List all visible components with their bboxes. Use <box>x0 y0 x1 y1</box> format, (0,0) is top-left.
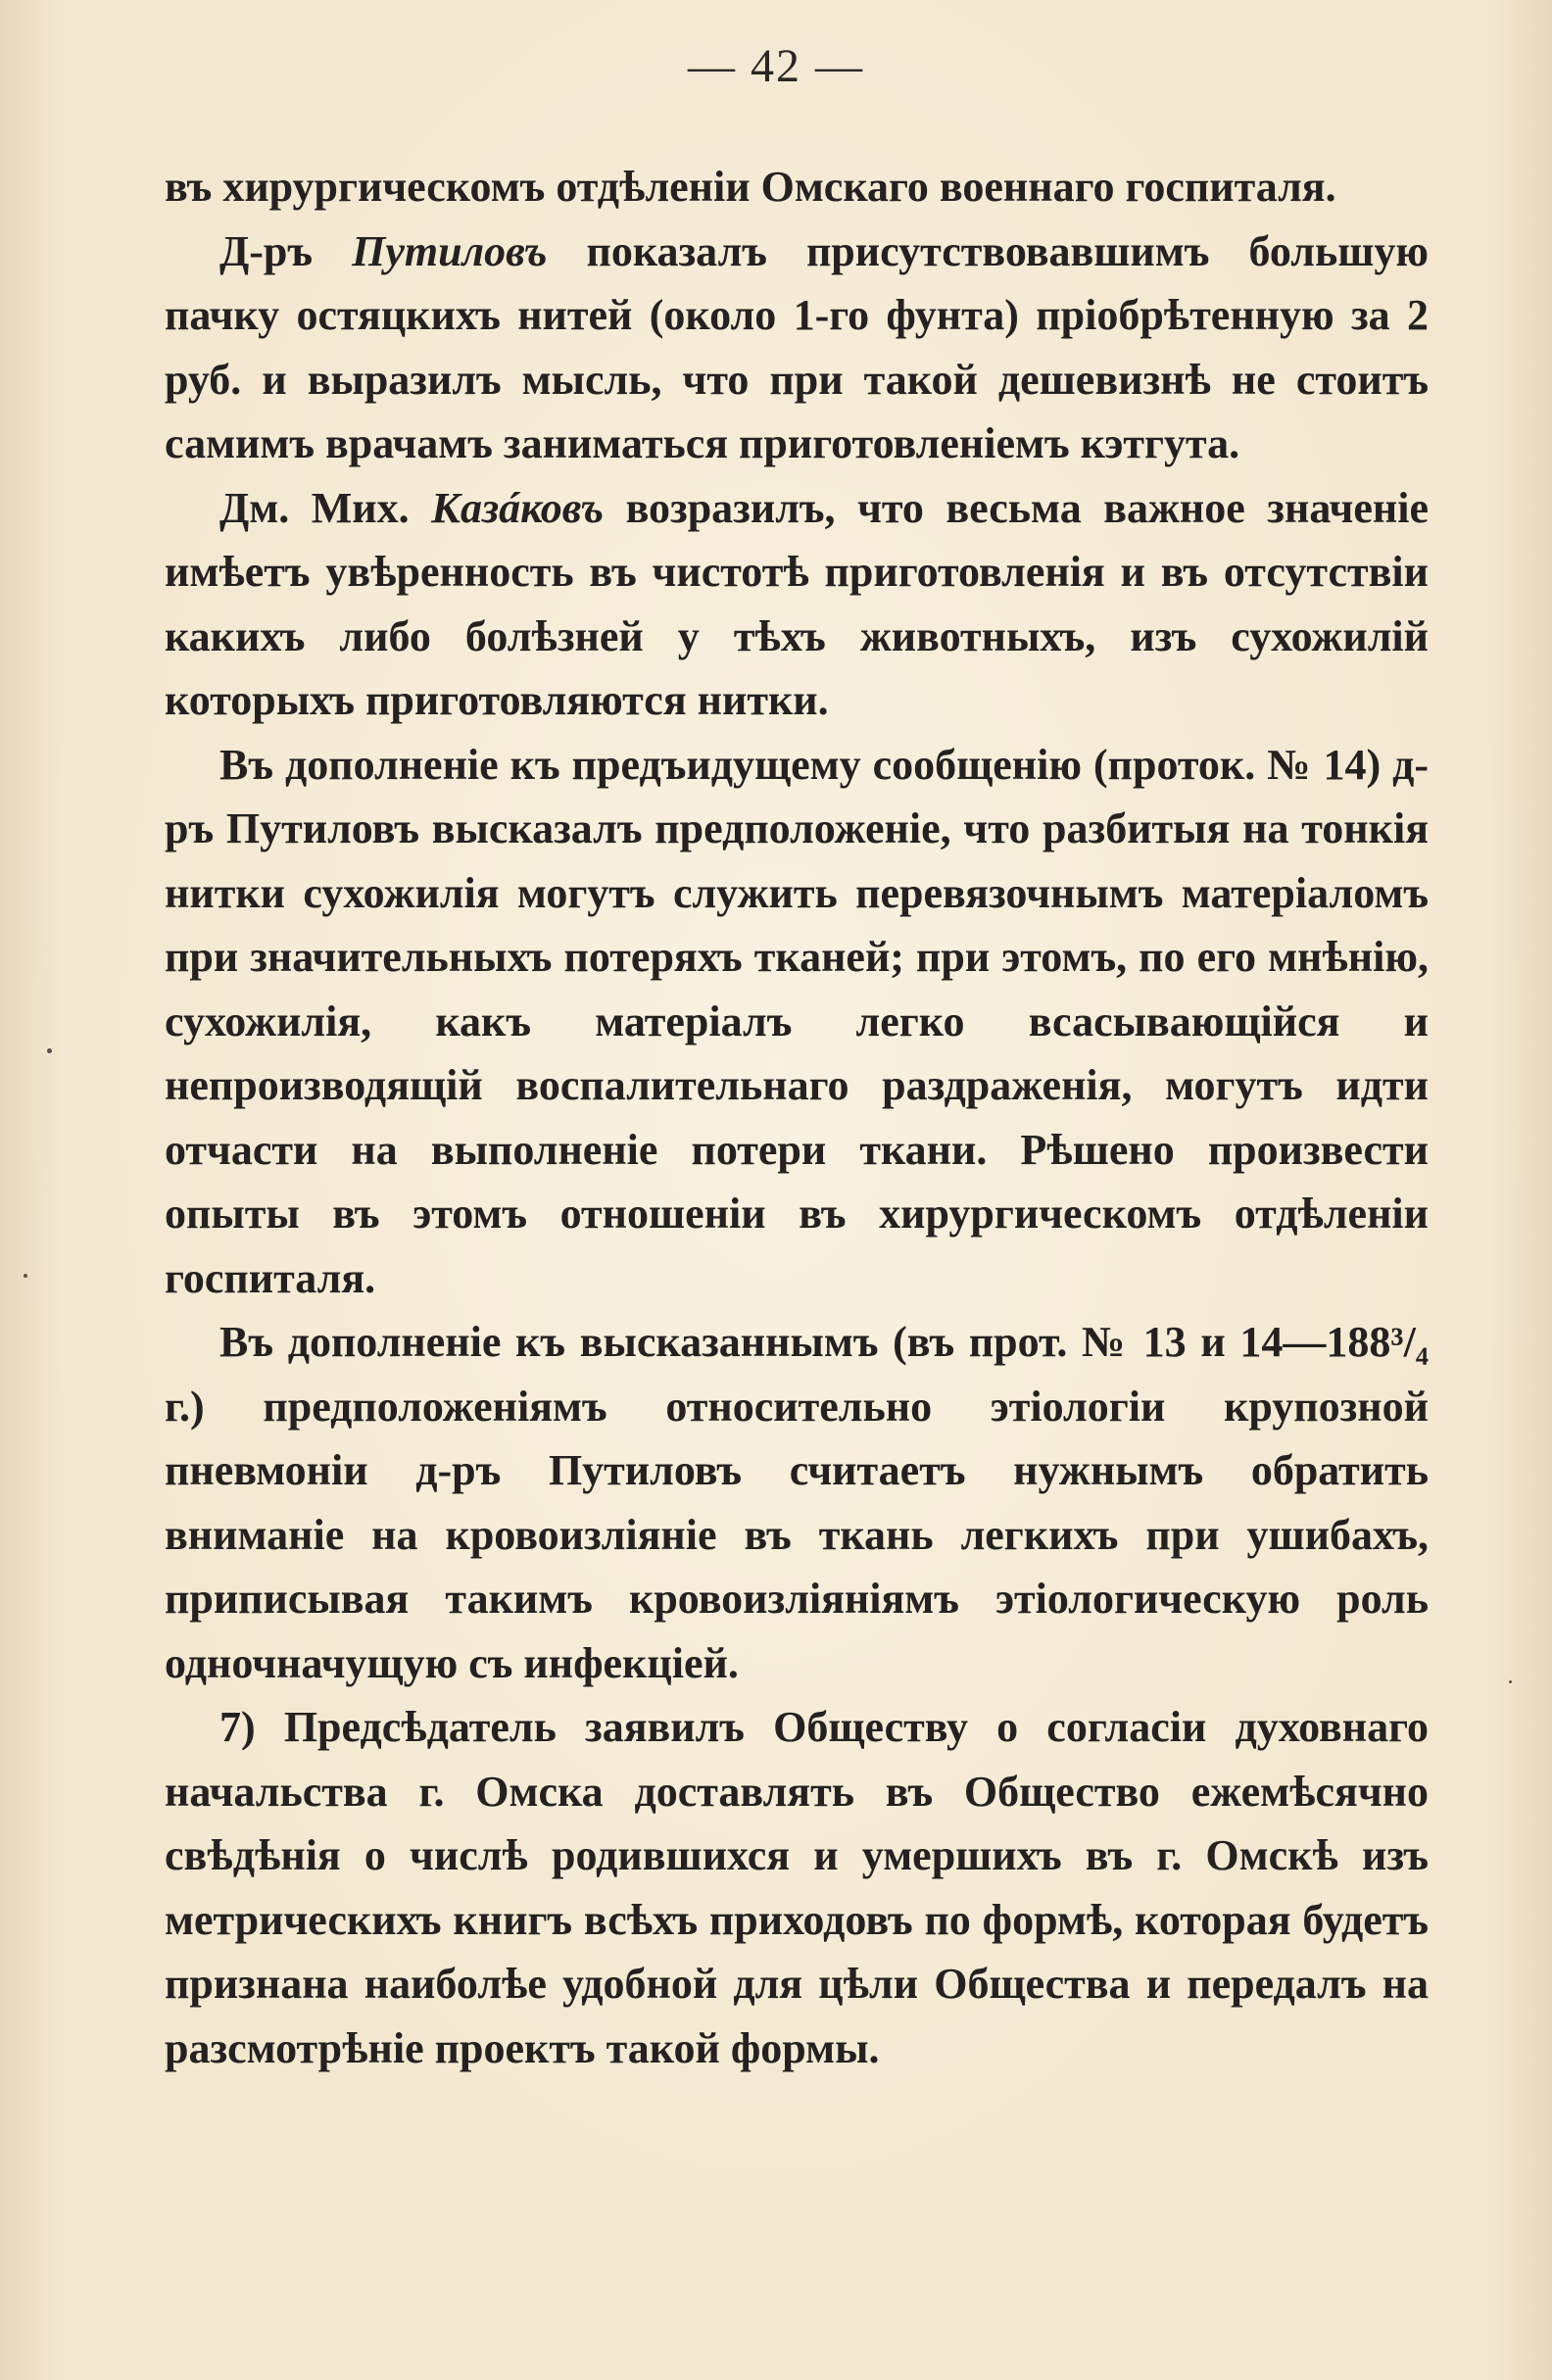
text-run: въ хирургическомъ отдѣленіи Омскаго военнаго госпиталя. <box>165 163 1336 211</box>
paragraph <box>165 1310 1429 1695</box>
text-run: Въ дополненіе къ высказаннымъ (въ прот. № 13 и 14—188³/₄ г.) предположеніямъ относительно этіологіи крупозной пневмоніи д-ръ Путиловъ считаетъ нужнымъ обратить вниманіе на кровоизліяніе въ ткань легкихъ при ушибахъ, приписывая такимъ кровоизліяніямъ этіологическую роль одночначущую съ инфекціей. <box>165 1318 1429 1687</box>
paragraph <box>165 733 1429 1311</box>
paper-speck <box>1509 1680 1512 1683</box>
paragraph <box>165 476 1429 733</box>
text-run: Дм. Мих. <box>219 483 432 532</box>
paper-speck <box>24 1274 27 1278</box>
text-run: Д-ръ <box>219 226 353 275</box>
paragraph <box>165 1695 1429 2080</box>
text-run: показалъ присутствовавшимъ большую пачку остяцкихъ нитей (около 1-го фунта) пріобрѣтенную за 2 руб. и выразилъ мысль, что при такой дешевизнѣ не стоитъ самимъ врачамъ заниматься приготовленіемъ кэтгута. <box>165 226 1430 467</box>
italic-name: Казáковъ <box>431 483 605 532</box>
body-text <box>165 155 1429 2080</box>
italic-name: Путиловъ <box>352 226 548 275</box>
text-run: возразилъ, что весьма важное значеніе имѣетъ увѣренность въ чистотѣ приготовленія и въ отсутствіи какихъ либо болѣзней у тѣхъ животныхъ, изъ сухожилій которыхъ приготовляются нитки. <box>165 483 1430 724</box>
paragraph <box>165 155 1429 219</box>
paragraph <box>165 219 1429 476</box>
text-run: Въ дополненіе къ предъидущему сообщенію (проток. № 14) д-ръ Путиловъ высказалъ предположеніе, что разбитыя на тонкія нитки сухожилія могутъ служить перевязочнымъ матеріаломъ при значительныхъ потеряхъ тканей; при этомъ, по его мнѣнію, сухожилія, какъ матеріалъ легко всасывающійся и непроизводящій воспалительнаго раздраженія, могутъ идти отчасти на выполненіе потери ткани. Рѣшено произвести опыты въ этомъ отношеніи въ хирургическомъ отдѣленіи госпиталя. <box>165 740 1429 1302</box>
paper-speck <box>47 1048 52 1053</box>
page-number: — 42 — <box>688 40 864 92</box>
text-run: 7) Предсѣдатель заявилъ Обществу о согласіи духовнаго начальства г. Омска доставлять въ Общество ежемѣсячно свѣдѣнія о числѣ родившихся и умершихъ въ г. Омскѣ изъ метрическихъ книгъ всѣхъ приходовъ по формѣ, которая будетъ признана наиболѣе удобной для цѣли Общества и передалъ на разсмотрѣніе проектъ такой формы. <box>165 1703 1429 2072</box>
